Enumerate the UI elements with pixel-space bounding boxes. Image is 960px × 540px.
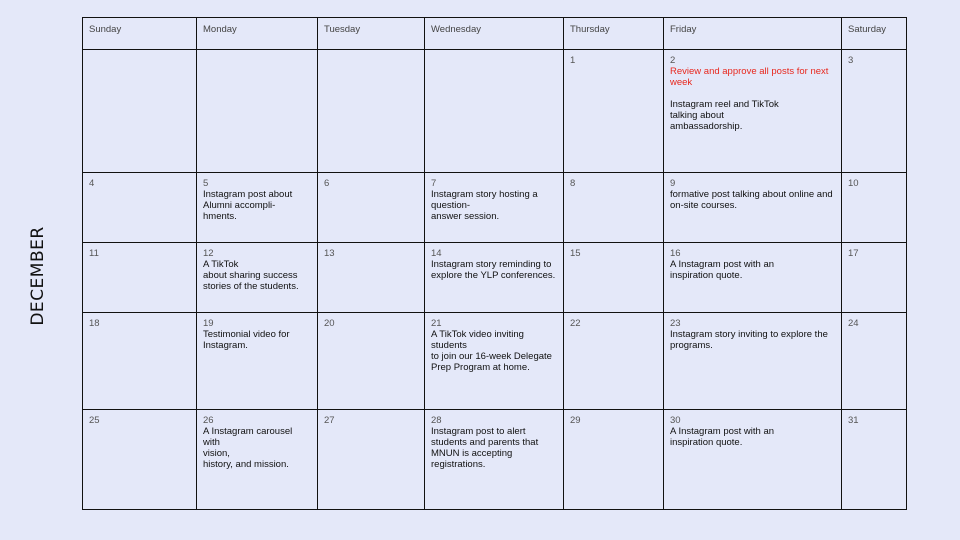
day-number: 25 [89, 415, 100, 426]
day-number: 24 [848, 318, 859, 329]
event-note: A Instagram carousel with vision, history, and mission. [203, 426, 293, 470]
day-cell[interactable] [197, 410, 318, 510]
event-note: A TikTok video inviting students to join our 16-week Delegate Prep Program at home. [431, 329, 552, 373]
day-cell[interactable] [197, 173, 318, 243]
event-note: A TikTok about sharing success stories of the students. [203, 259, 299, 292]
day-number: 16 [670, 248, 681, 259]
day-number: 12 [203, 248, 214, 259]
week-row-3 [83, 243, 907, 313]
day-cell[interactable] [425, 50, 564, 173]
day-cell[interactable] [564, 173, 664, 243]
weekday-header-row [83, 18, 907, 50]
day-number: 31 [848, 415, 859, 426]
week-row-2 [83, 173, 907, 243]
day-cell[interactable] [425, 243, 564, 313]
day-number: 19 [203, 318, 214, 329]
day-number: 4 [89, 178, 95, 189]
day-number: 2 [670, 55, 676, 66]
day-cell[interactable] [425, 173, 564, 243]
day-cell[interactable] [564, 410, 664, 510]
day-number: 22 [570, 318, 581, 329]
event-note: Instagram story hosting a question- answer session. [431, 189, 538, 222]
day-cell[interactable] [318, 313, 425, 410]
event-note: Instagram story reminding to explore the YLP conferences. [431, 259, 556, 281]
weekday-header-wednesday: Wednesday [425, 18, 564, 50]
day-number: 27 [324, 415, 335, 426]
day-cell[interactable] [318, 173, 425, 243]
event-note: Instagram reel and TikTok talking about ambassadorship. [670, 99, 779, 132]
day-number: 14 [431, 248, 442, 259]
day-number: 17 [848, 248, 859, 259]
day-cell[interactable] [83, 50, 197, 173]
day-cell[interactable] [318, 410, 425, 510]
weekday-header-thursday: Thursday [564, 18, 664, 50]
day-cell[interactable] [842, 410, 907, 510]
week-row-4 [83, 313, 907, 410]
day-number: 6 [324, 178, 330, 189]
event-note: Testimonial video for Instagram. [203, 329, 290, 351]
day-cell[interactable] [842, 173, 907, 243]
event-note: A Instagram post with an inspiration quote. [670, 426, 775, 448]
calendar-grid [82, 17, 907, 510]
event-note: formative post talking about online and on-site courses. [670, 189, 833, 211]
event-note: Instagram post to alert students and parents that MNUN is accepting registrations. [431, 426, 539, 470]
day-cell[interactable] [425, 313, 564, 410]
day-cell[interactable] [564, 50, 664, 173]
weekday-header-tuesday: Tuesday [318, 18, 425, 50]
day-cell[interactable] [83, 243, 197, 313]
day-cell[interactable] [664, 50, 842, 173]
day-cell[interactable] [664, 173, 842, 243]
day-cell[interactable] [564, 243, 664, 313]
weekday-header-monday: Monday [197, 18, 318, 50]
day-cell[interactable] [318, 243, 425, 313]
day-cell[interactable] [842, 313, 907, 410]
day-cell[interactable] [664, 410, 842, 510]
day-number: 28 [431, 415, 442, 426]
event-note: Instagram post about Alumni accompli- hments. [203, 189, 293, 222]
day-cell[interactable] [564, 313, 664, 410]
day-cell[interactable] [197, 313, 318, 410]
day-number: 23 [670, 318, 681, 329]
review-reminder-note: Review and approve all posts for next week [670, 66, 829, 88]
day-number: 11 [89, 248, 99, 259]
day-number: 13 [324, 248, 335, 259]
day-number: 10 [848, 178, 859, 189]
day-number: 20 [324, 318, 335, 329]
day-cell[interactable] [83, 313, 197, 410]
day-number: 9 [670, 178, 676, 189]
day-cell[interactable] [425, 410, 564, 510]
day-cell[interactable] [842, 243, 907, 313]
day-number: 1 [570, 55, 576, 66]
day-number: 21 [431, 318, 442, 329]
weekday-header-sunday: Sunday [83, 18, 197, 50]
day-number: 15 [570, 248, 581, 259]
day-cell[interactable] [197, 243, 318, 313]
day-cell[interactable] [842, 50, 907, 173]
day-cell[interactable] [664, 313, 842, 410]
month-title: DECEMBER [28, 226, 48, 326]
day-number: 7 [431, 178, 437, 189]
day-number: 18 [89, 318, 100, 329]
day-number: 30 [670, 415, 681, 426]
day-number: 26 [203, 415, 214, 426]
weekday-header-friday: Friday [664, 18, 842, 50]
weekday-header-saturday: Saturday [842, 18, 907, 50]
day-cell[interactable] [83, 410, 197, 510]
day-cell[interactable] [83, 173, 197, 243]
day-cell[interactable] [318, 50, 425, 173]
day-number: 8 [570, 178, 576, 189]
day-number: 5 [203, 178, 209, 189]
day-number: 29 [570, 415, 581, 426]
day-cell[interactable] [664, 243, 842, 313]
day-number: 3 [848, 55, 854, 66]
event-note: A Instagram post with an inspiration quote. [670, 259, 775, 281]
event-note: Instagram story inviting to explore the programs. [670, 329, 828, 351]
week-row-5 [83, 410, 907, 510]
day-cell[interactable] [197, 50, 318, 173]
week-row-1 [83, 50, 907, 173]
